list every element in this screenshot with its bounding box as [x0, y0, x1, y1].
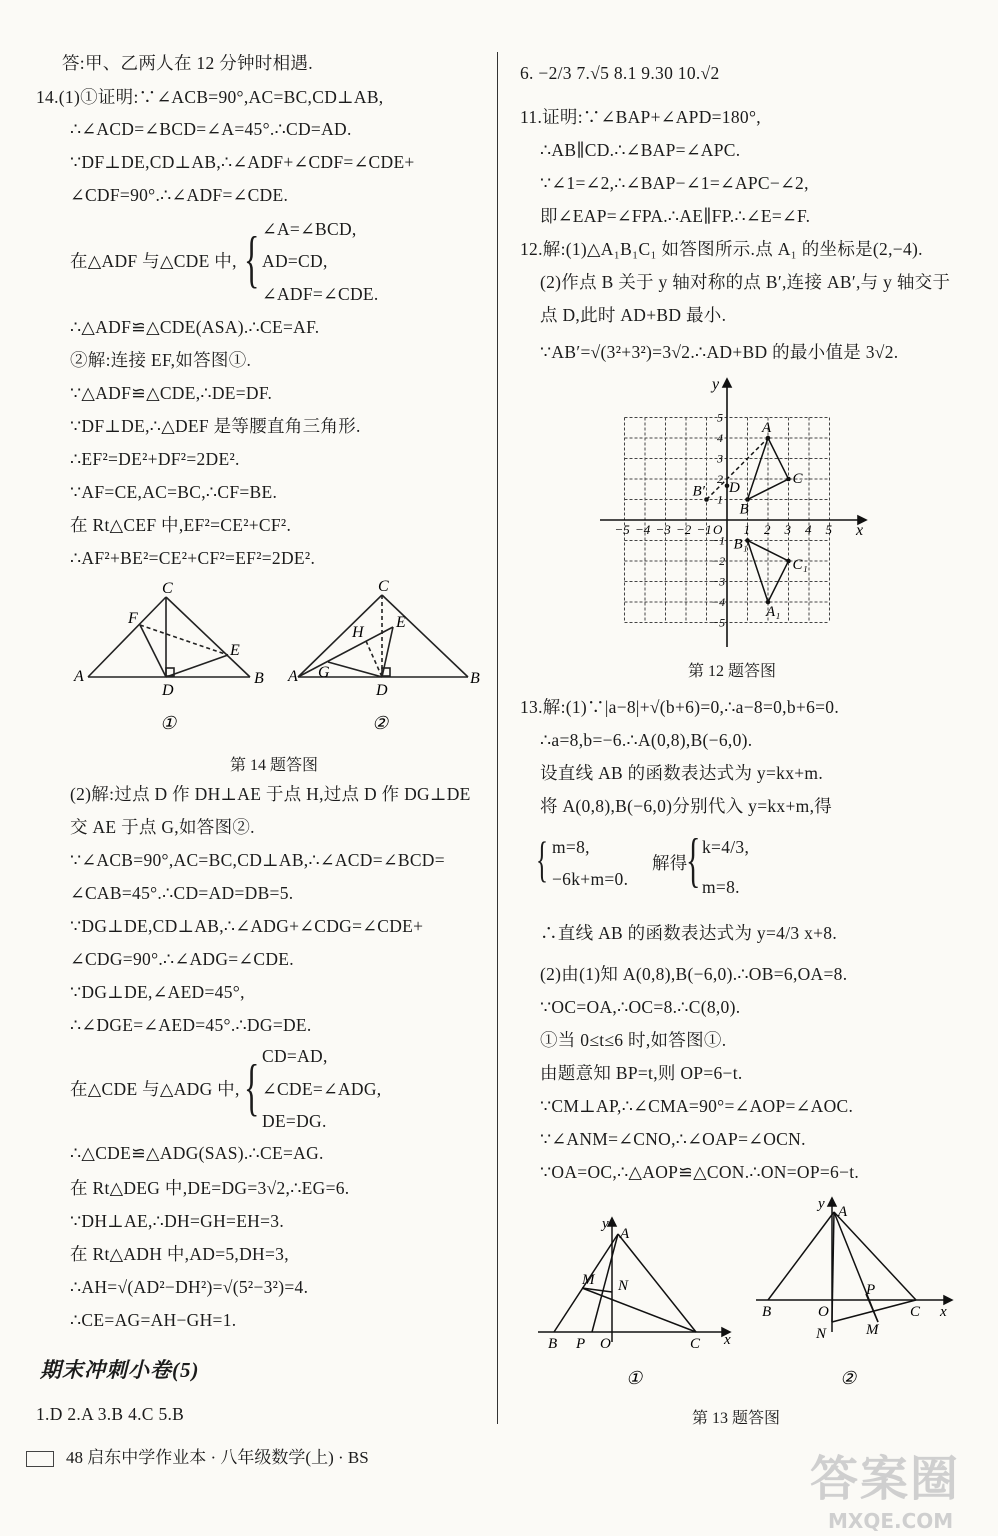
fig13-sub: ② [840, 1368, 857, 1388]
text-line: (2)由(1)知 A(0,8),B(−6,0).∴OB=6,OA=8. [540, 964, 848, 984]
tick-label: 3 [784, 522, 791, 537]
system-line: m=8, [552, 837, 590, 857]
text-line: ①当 0≤t≤6 时,如答图①. [540, 1030, 727, 1050]
tick-label: 2 [717, 472, 723, 486]
tick-label: −1 [711, 533, 726, 548]
figure-14 [70, 575, 490, 745]
tick-label: −2 [676, 522, 692, 537]
fig13-label: N [618, 1278, 629, 1294]
figure-13-1 [538, 1218, 730, 1342]
section-title: 期末冲刺小卷(5) [40, 1358, 200, 1382]
fig14-label: G [318, 664, 330, 681]
figure-12-caption: 第 12 题答图 [688, 663, 777, 680]
tick-label: 2 [764, 522, 771, 537]
text-line: ∵∠1=∠2,∴∠BAP−∠1=∠APC−∠2, [540, 173, 809, 193]
fig13-sub: ① [626, 1368, 643, 1388]
text-line: ∵CM⊥AP,∴∠CMA=90°=∠AOP=∠AOC. [540, 1096, 854, 1116]
tick-label: −2 [711, 554, 726, 568]
text-line: ②解:连接 EF,如答图①. [70, 350, 252, 370]
text-line: ∵△ADF≌△CDE,∴DE=DF. [70, 383, 273, 403]
text-line: ∵OA=OC,∴△AOP≌△CON.∴ON=OP=6−t. [540, 1162, 860, 1182]
text-line: ∴直线 AB 的函数表达式为 y=4/3 x+8. [540, 923, 838, 943]
text-line: 14.(1)①证明:∵∠ACB=90°,AC=BC,CD⊥AB, [36, 87, 384, 107]
text-line: ∵∠ACB=90°,AC=BC,CD⊥AB,∴∠ACD=∠BCD= [70, 850, 445, 870]
point-label: A [762, 420, 772, 436]
fig13-label: C [690, 1336, 701, 1352]
text-line: (2)作点 B 关于 y 轴对称的点 B′,连接 AB′,与 y 轴交于 [540, 272, 951, 292]
fig13-label: M [582, 1272, 595, 1288]
text-line: ∴△CDE≌△ADG(SAS).∴CE=AG. [70, 1143, 324, 1163]
figure-13-caption: 第 13 题答图 [692, 1410, 781, 1427]
text-line: 设直线 AB 的函数表达式为 y=kx+m. [540, 763, 824, 783]
tick-label: −3 [655, 522, 671, 537]
text-line: 即∠EAP=∠FPA.∴AE∥FP.∴∠E=∠F. [540, 206, 811, 226]
fig14-label: A [74, 668, 84, 685]
point-c [786, 477, 791, 482]
text-line: ∴AH=√(AD²−DH²)=√(5²−3²)=4. [70, 1277, 309, 1297]
tick-label: 4 [805, 522, 812, 537]
tick-label: −5 [711, 615, 726, 630]
text-line: (2)解:过点 D 作 DH⊥AE 于点 H,过点 D 作 DG⊥DE [70, 784, 471, 804]
watermark-url: MXQE.COM [828, 1509, 954, 1533]
fig13-label: y [602, 1216, 609, 1232]
brace-line: ∠A=∠BCD, [262, 219, 357, 239]
fig13-label: A [838, 1204, 848, 1220]
text-line: 交 AE 于点 G,如答图②. [70, 817, 255, 837]
brace-line: ∠ADF=∠CDE. [262, 284, 379, 304]
axes [600, 379, 866, 647]
tick-label: 4 [717, 431, 723, 445]
fig13-label: M [866, 1322, 879, 1338]
text-line: ∵DH⊥AE,∴DH=GH=EH=3. [70, 1211, 285, 1231]
text-line: ∴EF²=DE²+DF²=2DE². [70, 449, 240, 469]
page-footer [26, 1443, 369, 1468]
fig13-label: x [724, 1332, 731, 1348]
fig14-label: E [230, 642, 240, 659]
fig14-label: F [128, 610, 138, 627]
figure-13-2 [756, 1198, 952, 1332]
figure-14-1 [88, 597, 250, 677]
fig13-label: O [818, 1304, 829, 1320]
text-line: ∵DG⊥DE,∠AED=45°, [70, 982, 245, 1002]
point-label: C [792, 471, 803, 487]
watermark-logo: 答案圈 [810, 1451, 961, 1507]
mc-answers: 1.D 2.A 3.B 4.C 5.B [36, 1404, 185, 1424]
tick-label: −4 [635, 522, 651, 537]
text-line: ∴AF²+BE²=CE²+CF²=EF²=2DE². [70, 548, 316, 568]
text-line: 12.解:(1)△A₁B₁C₁ 如答图所示.点 A₁ 的坐标是(2,−4). [520, 239, 923, 259]
text-line: ∵DF⊥DE,CD⊥AB,∴∠ADF+∠CDF=∠CDE+ [70, 152, 415, 172]
axis-x-label: x [856, 522, 864, 539]
text-line: 13.解:(1)∵|a−8|+√(b+6)=0,∴a−8=0,b+6=0. [520, 697, 840, 717]
tick-label: −5 [614, 522, 630, 537]
brace-line: ∠CDE=∠ADG, [262, 1079, 382, 1099]
brace-symbol: { [244, 1051, 260, 1122]
watermark [810, 1440, 980, 1533]
fig13-label: A [620, 1226, 630, 1242]
text-line: ∴△ADF≌△CDE(ASA).∴CE=AF. [70, 317, 320, 337]
text-line: 在 Rt△CEF 中,EF²=CE²+CF². [70, 515, 292, 535]
tick-label: 3 [717, 451, 723, 466]
footer-box [26, 1451, 54, 1467]
text-line: 6. −2/3 7.√5 8.1 9.30 10.√2 [520, 63, 720, 83]
text-line: ∵DF⊥DE,∴△DEF 是等腰直角三角形. [70, 416, 361, 436]
fig14-sub: ② [372, 713, 389, 733]
fig14-label: D [162, 682, 174, 699]
point-label: B [739, 501, 749, 518]
system-line: k=4/3, [702, 837, 750, 857]
text-line: 在△CDE 与△ADG 中, [70, 1079, 240, 1099]
text-line: ∠CDG=90°.∴∠ADG=∠CDE. [70, 949, 294, 969]
fig14-label: C [378, 578, 389, 595]
point-a [766, 436, 771, 441]
fig13-label: x [940, 1304, 947, 1320]
tick-label: −4 [711, 595, 726, 609]
text-line: ∴a=8,b=−6.∴A(0,8),B(−6,0). [540, 730, 753, 750]
fig13-label: P [866, 1282, 876, 1298]
point-c1 [786, 559, 791, 564]
text-line: ∴CE=AG=AH−GH=1. [70, 1310, 237, 1330]
tick-label: −3 [711, 574, 726, 589]
fig14-sub: ① [160, 713, 177, 733]
brace-line: DE=DG. [262, 1111, 327, 1131]
figure-14-caption: 第 14 题答图 [230, 757, 319, 774]
text-line: ∵DG⊥DE,CD⊥AB,∴∠ADG+∠CDG=∠CDE+ [70, 916, 424, 936]
tick-label: −1 [696, 522, 712, 537]
fig14-label: E [396, 614, 406, 631]
fig13-label: O [600, 1336, 611, 1352]
text-line: 在△ADF 与△CDE 中, [70, 251, 237, 271]
point-label: B′ [692, 483, 705, 500]
text-line: ∴AB∥CD.∴∠BAP=∠APC. [540, 140, 741, 160]
tick-label: 5 [717, 410, 723, 425]
fig13-label: B [762, 1304, 772, 1320]
text-line: ∵OC=OA,∴OC=8.∴C(8,0). [540, 997, 741, 1017]
text-line: ∵∠ANM=∠CNO,∴∠OAP=∠OCN. [540, 1129, 806, 1149]
text-line: 点 D,此时 AD+BD 最小. [540, 305, 727, 325]
system-solve: 解得 [652, 853, 688, 873]
text-line: 在 Rt△ADH 中,AD=5,DH=3, [70, 1244, 289, 1264]
figure-13 [530, 1192, 970, 1397]
tick-label: 1 [717, 492, 723, 507]
tick-label: 5 [825, 522, 832, 537]
column-divider [497, 52, 498, 1424]
text-line: 将 A(0,8),B(−6,0)分别代入 y=kx+m,得 [540, 796, 833, 816]
fig14-label: H [352, 624, 364, 641]
axis-y-label: y [712, 376, 720, 393]
point-label: C₁ [792, 557, 808, 573]
brace-line: AD=CD, [262, 251, 328, 271]
text-line: 由题意知 BP=t,则 OP=6−t. [540, 1063, 743, 1083]
brace-symbol: { [244, 223, 260, 294]
system-line: −6k+m=0. [552, 869, 629, 889]
brace-symbol: { [536, 831, 549, 887]
figure-12 [600, 375, 880, 650]
text-line: ∠CAB=45°.∴CD=AD=DB=5. [70, 883, 294, 903]
fig13-label: N [816, 1326, 827, 1342]
tick-label: O [713, 522, 723, 537]
brace-line: CD=AD, [262, 1046, 328, 1066]
fig13-label: P [576, 1336, 586, 1352]
footer-text: 48 启东中学作业本 · 八年级数学(上) · BS [66, 1448, 369, 1467]
fig14-label: D [376, 682, 388, 699]
point-label: A₁ [766, 604, 781, 620]
tick-label: 1 [743, 522, 750, 537]
text-line: 答:甲、乙两人在 12 分钟时相遇. [62, 53, 313, 73]
text-line: 在 Rt△DEG 中,DE=DG=3√2,∴EG=6. [70, 1178, 350, 1198]
text-line: ∵AB′=√(3²+3²)=3√2.∴AD+BD 的最小值是 3√2. [540, 342, 899, 362]
brace-symbol: { [686, 827, 701, 893]
fig14-label: B [254, 670, 264, 687]
fig14-label: C [162, 580, 173, 597]
point-label: D [729, 479, 740, 496]
text-line: ∴∠ACD=∠BCD=∠A=45°.∴CD=AD. [70, 119, 352, 139]
fig13-label: C [910, 1304, 921, 1320]
text-line: ∵AF=CE,AC=BC,∴CF=BE. [70, 482, 278, 502]
text-line: ∠CDF=90°.∴∠ADF=∠CDE. [70, 185, 289, 205]
text-line: ∴∠DGE=∠AED=45°.∴DG=DE. [70, 1015, 312, 1035]
fig13-label: B [548, 1336, 558, 1352]
fig14-label: A [288, 668, 298, 685]
point-label: B₁ [733, 536, 748, 553]
fig14-label: B [470, 670, 480, 687]
text-line: 11.证明:∵∠BAP+∠APD=180°, [520, 107, 761, 127]
fig13-label: y [818, 1196, 825, 1212]
system-line: m=8. [702, 877, 740, 897]
